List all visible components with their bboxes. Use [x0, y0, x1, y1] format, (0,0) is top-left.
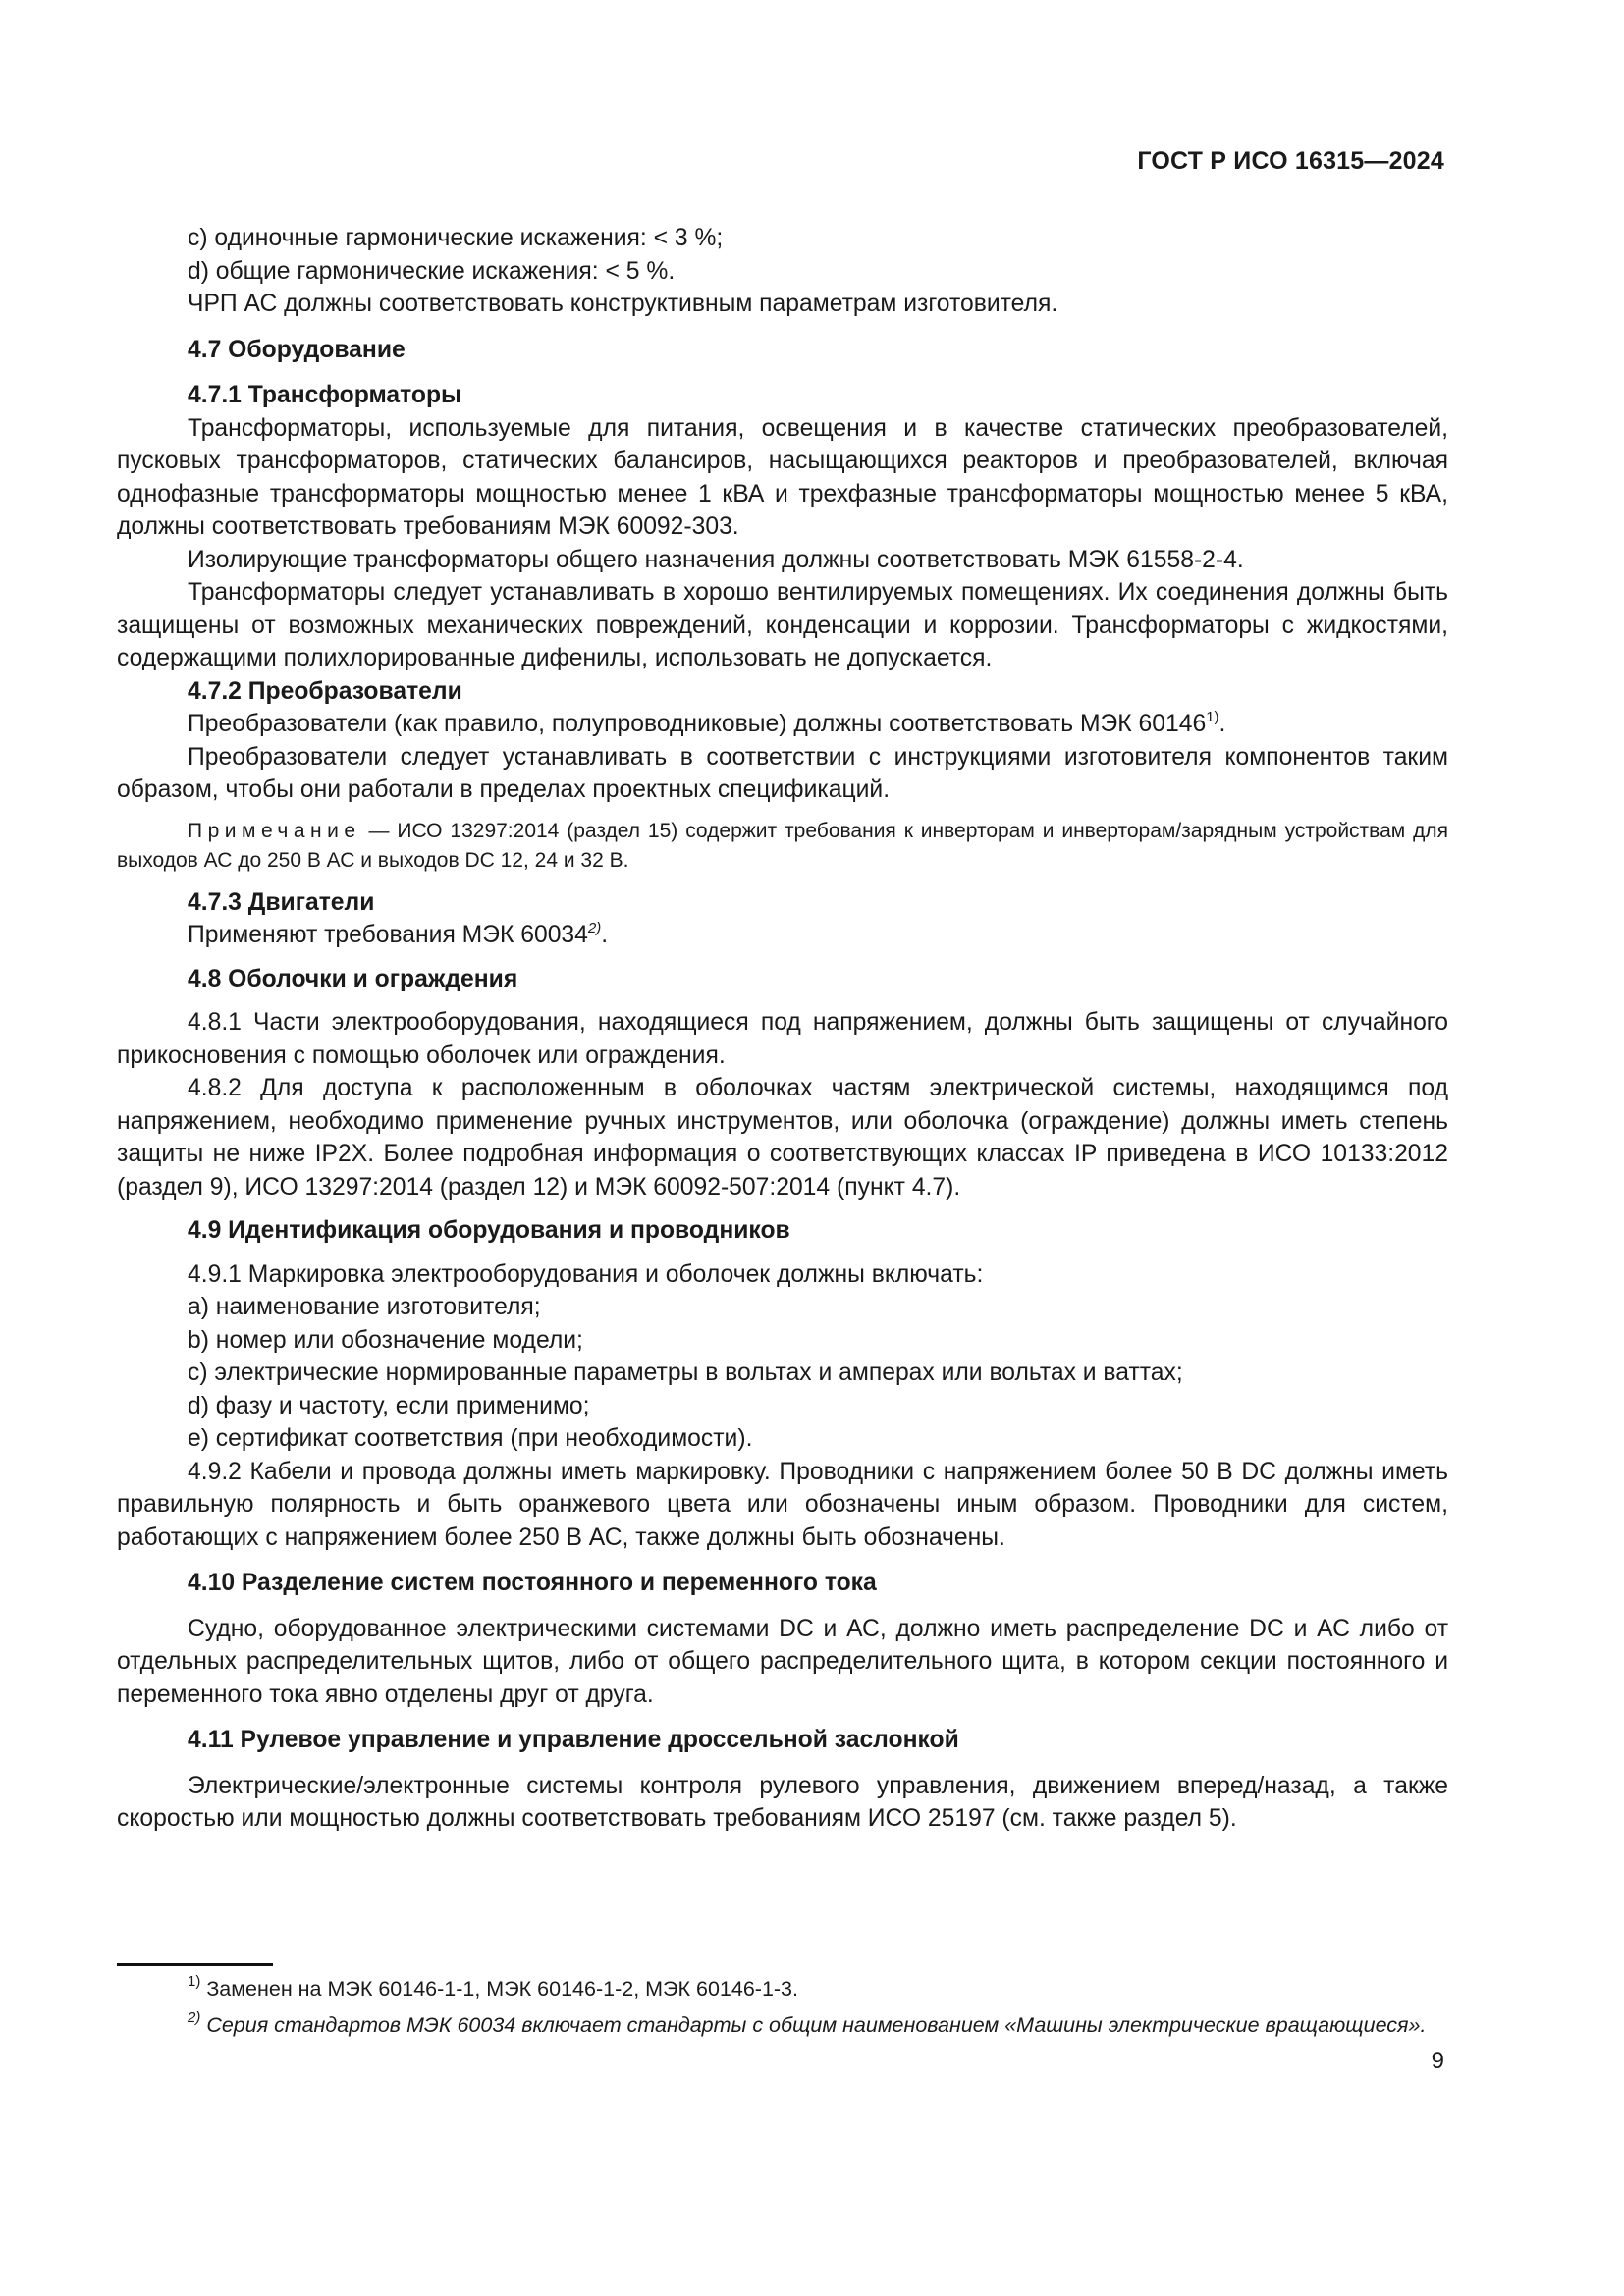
section-heading-4-7-3: 4.7.3 Двигатели [188, 888, 375, 916]
note-text: — ИСО 13297:2014 (раздел 15) содержит требования к инверторам и инверторам/зарядным устройствам для выходов АС до 250 В АС и выходов DC 12, 24 и 32 В. [117, 819, 1448, 872]
section-heading-4-10: 4.10 Разделение систем постоянного и переменного тока [188, 1570, 877, 1596]
note [117, 817, 1448, 876]
footnote-text: Заменен на МЭК 60146-1-1, МЭК 60146-1-2, МЭК 60146-1-3. [200, 1977, 798, 2001]
footnote [117, 2011, 1448, 2040]
paragraph: ЧРП АС должны соответствовать конструктивным параметрам изготовителя. [188, 291, 1058, 317]
paragraph-text: Применяют требования МЭК 60034 [188, 922, 588, 948]
paragraph: 4.9.2 Кабели и провода должны иметь маркировку. Проводники с напряжением более 50 В DC должны иметь правильную полярность и быть оранжевого цвета или обозначены иным образом. Проводники для систем, работающих с напряжением более 250 В АС, также должны быть обозначены. [117, 1458, 1448, 1551]
section-heading-4-7-1: 4.7.1 Трансформаторы [188, 382, 462, 408]
paragraph-end: . [601, 922, 609, 948]
paragraph: 4.8.1 Части электрооборудования, находящиеся под напряжением, должны быть защищены от случайного прикосновения с помощью оболочек или ограждения. [117, 1009, 1448, 1069]
paragraph [117, 708, 1448, 741]
paragraph [117, 919, 1448, 952]
list-item: b) номер или обозначение модели; [188, 1326, 583, 1354]
paragraph: Преобразователи следует устанавливать в соответствии с инструкциями изготовителя компонентов таким образом, чтобы они работали в пределах проектных спецификаций. [117, 743, 1448, 803]
footnote-text: Серия стандартов МЭК 60034 включает стандарты с общим наименованием «Машины электрические вращающиеся». [200, 2013, 1427, 2037]
section-heading-4-8: 4.8 Оболочки и ограждения [188, 965, 518, 992]
paragraph: 4.9.1 Маркировка электрооборудования и оболочек должны включать: [188, 1260, 984, 1288]
list-item: d) общие гармонические искажения: < 5 %. [188, 257, 676, 285]
page-number: 9 [1431, 2048, 1444, 2074]
footnote-divider [117, 1963, 273, 1966]
paragraph: Трансформаторы следует устанавливать в хорошо вентилируемых помещениях. Их соединения должны быть защищены от возможных механических повреждений, конденсации и коррозии. Трансформаторы с жидкостями, содержащими полихлорированные дифенилы, использовать не допускается. [117, 579, 1448, 671]
paragraph-end: . [1218, 711, 1226, 737]
footnote-mark: 2) [188, 2009, 201, 2026]
section-heading-4-11: 4.11 Рулевое управление и управление дроссельной заслонкой [188, 1727, 959, 1753]
footnote-ref-1[interactable]: 1) [1206, 709, 1219, 725]
paragraph-text: Преобразователи (как правило, полупроводниковые) должны соответствовать МЭК 60146 [188, 711, 1207, 737]
footnotes [117, 1975, 1448, 2040]
paragraph: 4.8.2 Для доступа к расположенным в оболочках частям электрической системы, находящимся под напряжением, необходимо применение ручных инструментов, или оболочка (ограждение) должны иметь степень защиты не ниже IP2X. Более подробная информация о соответствующих классах IP приведена в ИСО 10133:2012 (раздел 9), ИСО 13297:2014 (раздел 12) и МЭК 60092-507:2014 (пункт 4.7). [117, 1075, 1448, 1201]
paragraph: Судно, оборудованное электрическими системами DC и АС, должно иметь распределение DC и АС либо от отдельных распределительных щитов, либо от общего распределительного щита, в котором секции постоянного и переменного тока явно отделены друг от друга. [117, 1615, 1448, 1708]
footnote [117, 1975, 1448, 2003]
list-item: d) фазу и частоту, если применимо; [188, 1392, 590, 1419]
footnote-mark: 1) [188, 1973, 201, 1990]
paragraph: Трансформаторы, используемые для питания, освещения и в качестве статических преобразователей, пусковых трансформаторов, статических балансиров, насыщающихся реакторов и преобразователей, включая однофазные трансформаторы мощностью менее 1 кВА и трехфазные трансформаторы мощностью менее 5 кВА, должны соответствовать требованиям МЭК 60092-303. [117, 414, 1448, 540]
section-heading-4-9: 4.9 Идентификация оборудования и проводников [188, 1217, 790, 1244]
paragraph: Электрические/электронные системы контроля рулевого управления, движением вперед/назад, а также скоростью или мощностью должны соответствовать требованиям ИСО 25197 (см. также раздел 5). [117, 1772, 1448, 1832]
section-heading-4-7-2: 4.7.2 Преобразователи [188, 677, 462, 705]
footnote-ref-2[interactable]: 2) [587, 920, 602, 936]
standard-header: ГОСТ Р ИСО 16315—2024 [1137, 147, 1444, 175]
section-heading-4-7: 4.7 Оборудование [188, 336, 406, 363]
list-item: a) наименование изготовителя; [188, 1294, 541, 1320]
list-item: c) электрические нормированные параметры в вольтах и амперах или вольтах и ваттах; [188, 1360, 1183, 1386]
list-item: e) сертификат соответствия (при необходимости). [188, 1425, 753, 1452]
list-item: c) одиночные гармонические искажения: < 3 %; [188, 225, 724, 251]
note-label: Примечание [188, 819, 361, 842]
paragraph: Изолирующие трансформаторы общего назначения должны соответствовать МЭК 61558-2-4. [188, 546, 1244, 573]
page-content [117, 222, 1448, 1836]
